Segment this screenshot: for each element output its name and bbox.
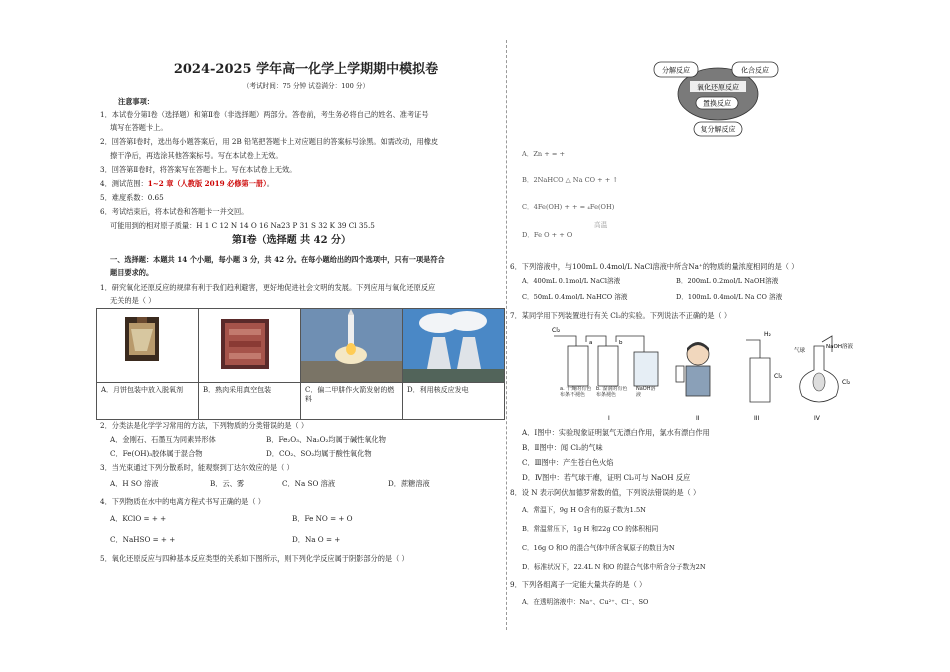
fig1-bottle-a: [568, 346, 588, 386]
q3-option-c: C．Na SO 溶液: [282, 479, 336, 488]
q6-stem: 6．下列溶液中，与100mL 0.4mol/L NaCl溶液中所含Na⁺的物质的量浓度相同的是（ ）: [510, 262, 799, 271]
fig1-wet-label-wrap: [596, 386, 632, 416]
q4-option-a: A．KClO = + +: [110, 514, 167, 523]
q8-option-c: C．16g O 和O 的混合气体中所含氧原子的数目为N: [522, 544, 675, 552]
q7-option-c: C．Ⅲ图中：产生苍白色火焰: [522, 458, 614, 467]
q3-stem: 3．当光束通过下列分散系时，能观察到丁达尔效应的是（ ）: [100, 463, 294, 472]
q1-option-a: A．月饼包装中放入脱氧剂: [97, 382, 198, 419]
fig1-naoh-label-wrap: [636, 386, 660, 406]
nuclear-plant-image: [403, 309, 504, 382]
q1-cell-b: [199, 309, 301, 420]
q2-option-d: D．CO₂、SO₂均属于酸性氧化物: [266, 449, 372, 458]
section-instruction: 一、选择题：本题共 14 个小题，每小题 3 分，共 42 分。在每小题给出的四个选项中，只有一项是符合: [110, 255, 445, 264]
vacuum-meat-image: [199, 309, 300, 382]
fig3-h2-label: H₂: [764, 331, 771, 338]
q6-option-c: C．50mL 0.4mol/L NaHCO 溶液: [522, 293, 628, 301]
q1-cell-a: [97, 309, 199, 420]
q6-option-b: B．200mL 0.2mol/L NaOH溶液: [676, 277, 779, 285]
fig4-na-label: Cl₂: [842, 379, 851, 386]
q8-stem: 8．设 N 表示阿伏加德罗常数的值，下列说法错误的是（ ）: [510, 488, 701, 497]
fig3-cl2-label: Cl₂: [774, 373, 783, 380]
q1-option-c: C．偏二甲肼作火箭发射的燃料: [301, 382, 402, 419]
note-2: 2．回答第Ⅰ卷时，选出每小题答案后，用 2B 铅笔把答题卡上对应题目的答案标号涂黑。如需改动，用橡皮: [100, 137, 439, 146]
fig4-number: IV: [814, 415, 820, 422]
q5-option-d: D．Fe O + + O: [522, 231, 573, 239]
q5-stem: 5．氧化还原反应与四种基本反应类型的关系如下图所示，则下列化学反应属于阴影部分的是（ ）: [100, 554, 409, 563]
note-2b: 擦干净后，再选涂其他答案标号。写在本试卷上无效。: [110, 151, 283, 160]
fig4-balloon: [813, 373, 825, 391]
q1-stem: 1．研究氧化还原反应的规律有利于我们趋利避害，更好地促进社会文明的发展。下列应用与氧化还原反应: [100, 283, 436, 292]
fig2-flask: [676, 366, 684, 382]
q7-apparatus-figure: [546, 322, 876, 424]
q5-option-c-condition: 高温: [594, 221, 608, 229]
q9-stem: 9．下列各组离子一定能大量共存的是（ ）: [510, 580, 647, 589]
q1-cell-d: [403, 309, 505, 420]
scope-label: 4．测试范围：: [100, 179, 148, 188]
note-6: 6．考试结束后，将本试卷和答题卡一并交回。: [100, 207, 249, 216]
fig1-dry-label: a. 干燥的有色布条不褪色: [560, 386, 592, 398]
note-5: 5．难度系数：0.65: [100, 193, 164, 202]
fig3-jar: [750, 358, 770, 402]
reaction-venn-diagram: [652, 52, 782, 138]
fig1-number: I: [608, 415, 610, 422]
venn-combination-label: 化合反应: [741, 66, 769, 75]
note-3: 3．回答第Ⅱ卷时，将答案写在答题卡上。写在本试卷上无效。: [100, 165, 297, 174]
q7-option-a: A．Ⅰ图中：实验现象证明氯气无漂白作用，氯水有漂白作用: [522, 428, 710, 437]
q8-option-b: B．常温常压下，1g H 和22g CO 的体积相同: [522, 525, 659, 533]
scope-value: 1~2 章（人教版 2019 必修第一册）: [147, 179, 267, 188]
venn-redox-label: 氧化还原反应: [697, 83, 739, 92]
q4-option-c: C．NaHSO = + +: [110, 535, 176, 544]
q6-option-a: A．400mL 0.1mol/L NaCl溶液: [522, 277, 621, 285]
fig1-wet-label: b. 湿润的有色布条褪色: [596, 386, 628, 398]
section-instruction-2: 题目要求的。: [110, 268, 154, 277]
rocket-launch-image: [301, 309, 402, 382]
notes-heading: 注意事项：: [118, 97, 154, 106]
q8-option-d: D．标准状况下，22.4L N 和O 的混合气体中所含分子数为2N: [522, 563, 706, 571]
q1-option-b: B．熟肉采用真空包装: [199, 382, 300, 419]
fig1-dry-label-wrap: [560, 386, 596, 416]
mooncake-image: [97, 309, 198, 382]
atomic-masses: 可能用到的相对原子质量：H 1 C 12 N 14 O 16 Na23 P 31 S 32 K 39 Cl 35.5: [110, 221, 375, 230]
fig1-bottle-b: [598, 346, 618, 386]
q4-option-b: B．Fe NO = + O: [292, 514, 353, 523]
q1-stem-2: 无关的是（ ）: [110, 296, 156, 305]
q4-option-d: D．Na O = +: [292, 535, 341, 544]
page-title: 2024-2025 学年高一化学上学期期中模拟卷: [173, 62, 439, 77]
q4-stem: 4．下列物质在水中的电离方程式书写正确的是（ ）: [100, 497, 265, 506]
q9-option-a: A．在透明溶液中：Na⁺、Cu²⁺、Cl⁻、SO: [522, 598, 649, 606]
fig3-number: III: [754, 415, 760, 422]
fig1-b-label: b: [619, 340, 623, 346]
q6-option-d: D．100mL 0.4mol/L Na CO 溶液: [676, 293, 783, 301]
q1-image-table: [96, 308, 505, 420]
fig1-naoh-label: NaOH溶液: [636, 386, 656, 398]
fig4-air-label: 气球: [794, 348, 806, 354]
fig1-cl2-label: Cl₂: [552, 327, 561, 334]
q5-option-b: B．2NaHCO △ Na CO + + ↑: [522, 176, 618, 184]
q3-option-b: B．云、雾: [210, 479, 245, 488]
q1-option-d: D．利用核反应发电: [403, 382, 504, 419]
exam-info: （考试时间：75 分钟 试卷满分：100 分）: [242, 82, 370, 90]
q7-stem: 7．某同学用下列装置进行有关 Cl₂的实验。下列说法不正确的是（ ）: [510, 311, 732, 320]
q7-option-b: B．Ⅱ图中：闻 Cl₂的气味: [522, 443, 603, 452]
note-1b: 填写在答题卡上。: [110, 123, 168, 132]
q2-option-c: C．Fe(OH)₃胶体属于混合物: [110, 449, 203, 458]
q7-option-d: D．Ⅳ图中：若气球干瘪，证明 Cl₂可与 NaOH 反应: [522, 473, 691, 482]
q2-option-a: A．金刚石、石墨互为同素异形体: [110, 435, 216, 444]
fig1-a-label: a: [589, 340, 593, 346]
fig1-beaker: [634, 352, 658, 386]
scope-suffix: 。: [266, 179, 274, 188]
note-1: 1．本试卷分第Ⅰ卷（选择题）和第Ⅱ卷（非选择题）两部分。答卷前，考生务必将自己的姓名、准考证号: [100, 110, 429, 119]
q3-option-d: D．蔗糖溶液: [388, 479, 430, 488]
q5-option-c: C．4Fe(OH) + + = ₄Fe(OH): [522, 203, 615, 211]
q8-option-a: A．常温下，9g H O含有的原子数为1.5N: [522, 506, 646, 514]
venn-double-label: 复分解反应: [700, 125, 736, 134]
q2-option-b: B．Fe₂O₃、Na₂O₂均属于碱性氧化物: [266, 435, 386, 444]
venn-displacement-label: 置换反应: [703, 99, 731, 108]
q1-cell-c: [301, 309, 403, 420]
column-divider: [506, 40, 507, 630]
q3-option-a: A．H SO 溶液: [110, 479, 159, 488]
fig2-number: II: [696, 415, 700, 422]
note-4: [100, 179, 274, 188]
venn-decomposition-label: 分解反应: [662, 66, 690, 75]
q2-stem: 2．分类法是化学学习常用的方法，下列物质的分类错误的是（ ）: [100, 421, 309, 430]
fig2-person-body: [686, 366, 710, 396]
section-heading: 第Ⅰ卷（选择题 共 42 分）: [232, 235, 352, 246]
q5-option-a: A．Zn + = +: [522, 150, 566, 158]
fig4-naoh-label: NaOH溶液: [826, 344, 853, 350]
